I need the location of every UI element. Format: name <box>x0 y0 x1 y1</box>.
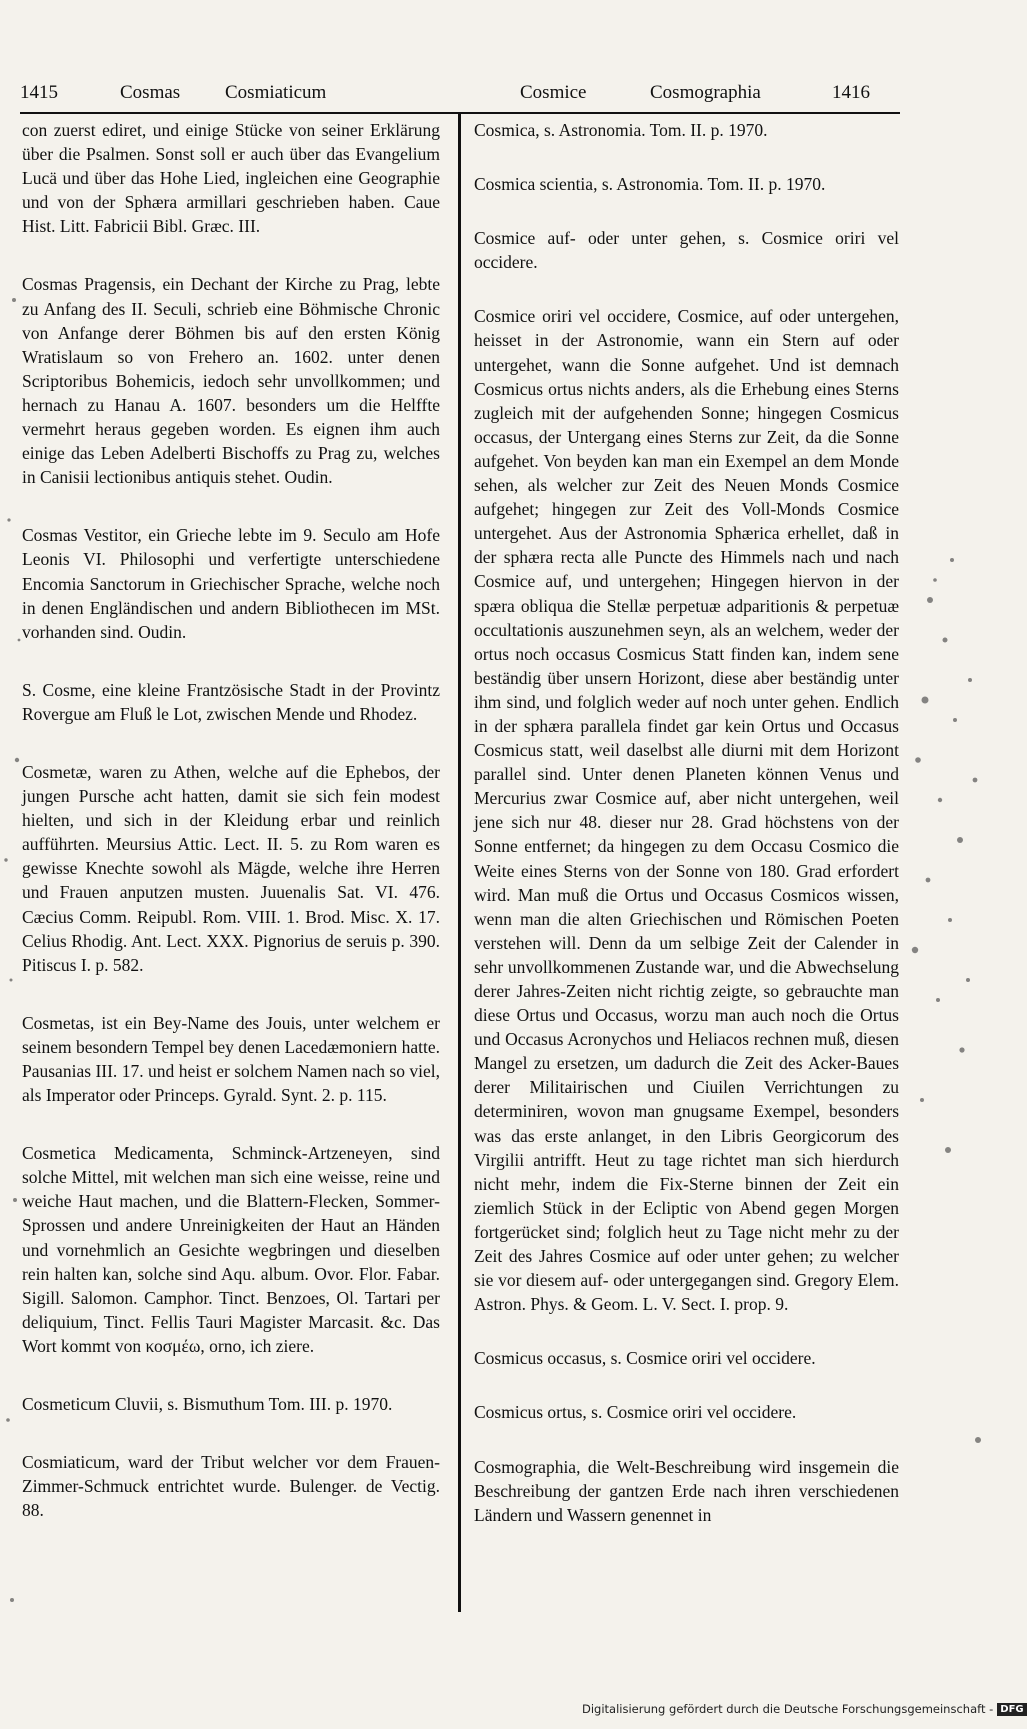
header-word-cosmographia: Cosmographia <box>650 82 761 103</box>
entry-s-cosme: S. Cosme, eine kleine Frantzösische Stadt in der Provintz Rovergue am Fluß le Lot, zwischen Mende und Rhodez. <box>22 679 440 724</box>
header-word-cosmas: Cosmas <box>120 82 181 103</box>
entry-cosmicus-ortus: Cosmicus ortus, s. Cosmice oriri vel occidere. <box>474 1402 797 1423</box>
entry-cosmicus-occasus: Cosmicus occasus, s. Cosmice oriri vel occidere. <box>474 1348 816 1369</box>
left-column <box>22 118 440 1556</box>
right-column <box>474 118 899 1557</box>
entry-cosmeticum-cluvii: Cosmeticum Cluvii, s. Bismuthum Tom. III. p. 1970. <box>22 1394 393 1415</box>
entry-cosmetica-medicamenta: Cosmetica Medicamenta, Schminck-Artzeneyen, sind solche Mittel, mit welchen man sich eine weisse, reine und weiche Haut machen, und die Blattern-Flecken, Sommer-Sprossen und andere Unreinigkeiten der Haut an Händen und vornehmlich an Gesichte wegbringen und dieselben rein halten kan, solche sind Aqu. album. Ovor. Flor. Fabar. Sigill. Salomon. Camphor. Tinct. Benzoes, Ol. Tartari per deliquium, Tinct. Fellis Tauri Magister Marcasit. &c. Das Wort kommt von κοσμέω, orno, ich ziere. <box>22 1143 440 1356</box>
page-number-right: 1416 <box>832 82 870 103</box>
entry-cosmas-vestitor: Cosmas Vestitor, ein Grieche lebte im 9. Seculo am Hofe Leonis VI. Philosophi und verfertigte unterschiedene Encomia Sanctorum in Griechischer Sprache, welche noch in denen Engländischen und andern Bibliothecen im MSt. vorhanden sind. Oudin. <box>22 525 440 642</box>
page-number-left: 1415 <box>20 82 58 103</box>
entry-cosmica: Cosmica, s. Astronomia. Tom. II. p. 1970. <box>474 120 768 140</box>
header-word-cosmiaticum: Cosmiaticum <box>225 82 327 103</box>
entry-cosmiaticum: Cosmiaticum, ward der Tribut welcher vor dem Frauen-Zimmer-Schmuck entrichtet wurde. Bulenger. de Vectig. 88. <box>22 1452 440 1521</box>
dfg-logo: DFG <box>997 1703 1026 1716</box>
footer-text: Digitalisierung gefördert durch die Deutsche Forschungsgemeinschaft - <box>582 1702 994 1716</box>
header-word-cosmice: Cosmice <box>520 82 587 103</box>
digitization-credit <box>582 1702 1024 1724</box>
entry-cosmica-scientia: Cosmica scientia, s. Astronomia. Tom. II. p. 1970. <box>474 174 826 195</box>
entry-cosmice-auf-oder-unter-gehen: Cosmice auf- oder unter gehen, s. Cosmice oriri vel occidere. <box>474 228 899 273</box>
running-header <box>20 82 900 112</box>
entry-cosmas-continued: con zuerst ediret, und einige Stücke von seiner Erklärung über die Psalmen. Sonst soll er auch über das Evangelium Lucä und über das Hohe Lied, ingleichen eine Geographie und von der Sphæra armillari geschrieben haben. Caue Hist. Litt. Fabricii Bibl. Græc. III. <box>22 120 440 237</box>
entry-cosmographia: Cosmographia, die Welt-Beschreibung wird insgemein die Beschreibung der gantzen Erde nach ihren verschiedenen Ländern und Wassern genennet in <box>474 1456 899 1525</box>
entry-cosmas-pragensis: Cosmas Pragensis, ein Dechant der Kirche zu Prag, lebte zu Anfang des II. Seculi, schrieb eine Böhmische Chronic von Anfange derer Böhmen bis auf den ersten König Wratislaum so von Frehero an. 1602. unter denen Scriptoribus Bohemicis, iedoch sehr unvollkommen; und hernach zu Hanau A. 1607. besonders um die Helffte vermehrt heraus gegeben worden. Es eignen ihm auch einige das Leben Adelberti Bischoffs zu Prag zu, welches in Canisii lectionibus antiquis stehet. Oudin. <box>22 274 440 488</box>
entry-cosmice-oriri-vel-occidere: Cosmice oriri vel occidere, Cosmice, auf oder untergehen, heisset in der Astronomie, wann ein Stern auf oder untergehet, wann die Sonne aufgehet. Und ist demnach Cosmicus ortus nichts anders, als die Erhebung eines Sterns zugleich mit der aufgehenden Sonne; hingegen Cosmicus occasus, der Untergang eines Sterns zur Zeit, da die Sonne aufgehet. Von beyden kan man ein Exempel an dem Monde sehen, als welcher zur Zeit des Neuen Monds Cosmice aufgehet; hingegen zur Zeit des Voll-Monds Cosmice untergehet. Aus der Astronomia Sphærica erhellet, daß in der sphæra recta alle Puncte des Himmels nach und nach Cosmice auf, und untergehen; Hingegen hiervon in der spæra obliqua die Stellæ perpetuæ adparitionis & perpetuæ occultationis auszunehmen seyn, als an welchem, weder der ortus noch occasus Cosmicus Statt finden kan, indem sene beständig über unsern Horizont, diese aber beständig unter ihm sind, und folglich weder auf noch unter gehen. Endlich in der sphæra parallela findet gar kein Ortus und Occasus Cosmicus statt, weil daselbst alle diurni mit dem Horizont parallel sind. Unter denen Planeten können Venus und Mercurius zwar Cosmice auf, aber nicht untergehen, weil jene sich nur 48. dieser nur 28. Grad höchstens von der Sonne entfernet; da hingegen zu dem Occasu Cosmico die Weite eines Sterns von der Sonne von 180. Grad erfordert wird. Man muß die Ortus und Occasus Cosmicos wissen, wenn man die alten Griechischen und Römischen Poeten verstehen will. Denn da um selbige Zeit der Calender in sehr unvollkommenen Zustande war, und die Abwechselung derer Jahres-Zeiten nicht richtig zeigte, so gebrauchte man diese Ortus und Occasus, worzu man auch noch die Ortus und Occasus Acronychos und Heliacos rechnen muß, diesen Mangel zu ersetzen, um dadurch die Zeit des Acker-Baues derer Militairischen und Ciuilen Verrichtungen zu determiniren, wovon man gnugsame Exempel, besonders was das erste anlanget, in den Libris Georgicorum des Virgilii antrifft. Heut zu tage richtet man sich hierdurch nicht mehr, indem die Fix-Sterne binnen der Zeit ein ziemlich Stück in der Ecliptic von Abend gegen Morgen fortgerücket sind; folglich heut zu Tage nicht mehr zu der Zeit des Jahres Cosmice auf oder unter gehen; zu welcher sie vor diesem auf- oder untergegangen sind. Gregory Elem. Astron. Phys. & Geom. L. V. Sect. I. prop. 9. <box>474 306 899 1315</box>
entry-cosmetas: Cosmetas, ist ein Bey-Name des Jouis, unter welchem er seinem besondern Tempel bey denen Lacedæmoniern hatte. Pausanias III. 17. und heist er solchem Namen nach so viel, als Imperator oder Princeps. Gyrald. Synt. 2. p. 115. <box>22 1012 440 1106</box>
column-divider <box>458 112 461 1612</box>
entry-cosmetae: Cosmetæ, waren zu Athen, welche auf die Ephebos, der jungen Pursche acht hatten, damit sie sich fein modest hielten, und sich in der Kleidung erbar und reinlich aufführten. Meursius Attic. Lect. II. 5. zu Rom waren es gewisse Knechte sowohl als Mägde, welche ihre Herren und Frauen anputzen musten. Juuenalis Sat. VI. 476. Cæcius Comm. Reipubl. Rom. VIII. 1. Brod. Misc. X. 17. Celius Rhodig. Ant. Lect. XXX. Pignorius de seruis p. 390. Pitiscus I. p. 582. <box>22 761 440 975</box>
